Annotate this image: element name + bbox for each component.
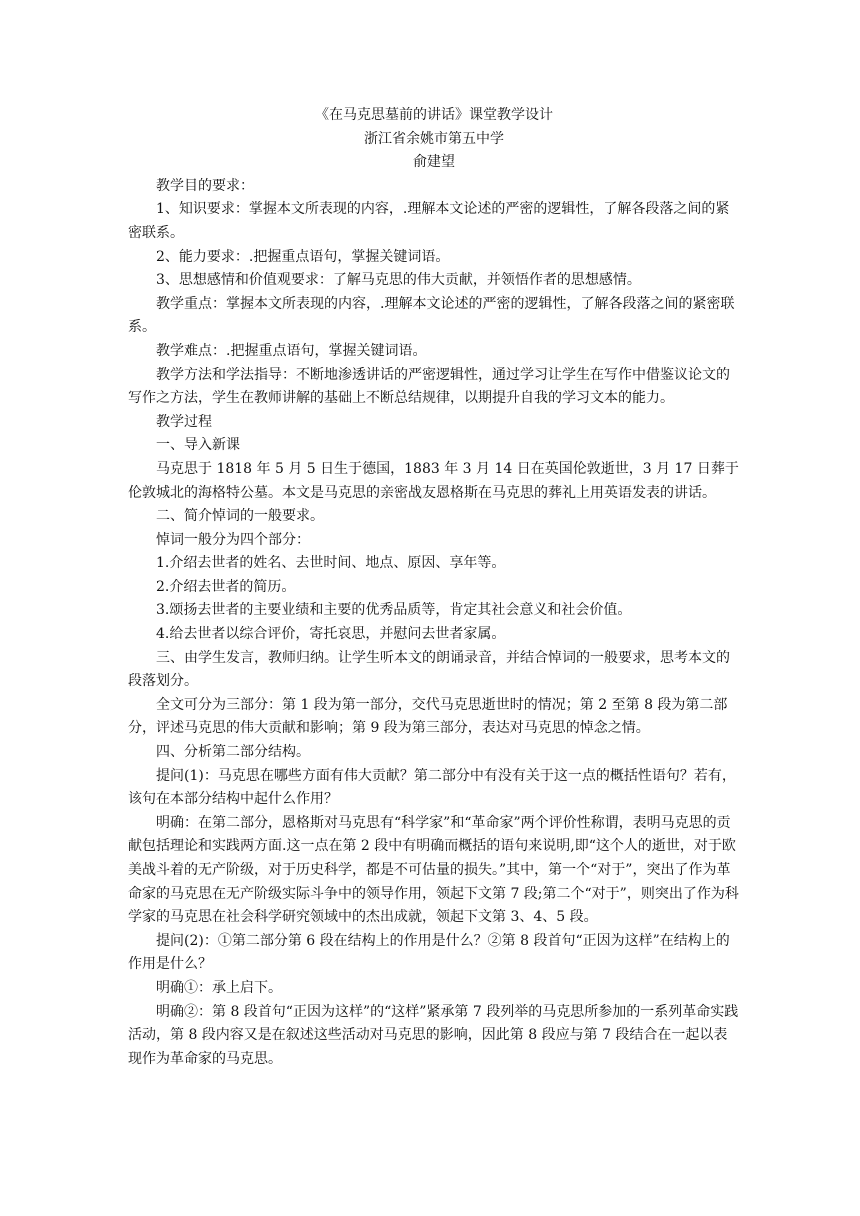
paragraph-key-points: 教学重点：掌握本文所表现的内容，.理解本文论述的严密的逻辑性，了解各段落之间的紧密联系。 xyxy=(128,295,735,336)
paragraph-answer-2b: 明确②：第 8 段首句“正因为这样”的“这样”紧承第 7 段列举的马克思所参加的一系列革命实践活动，第 8 段内容又是在叙述这些活动对马克思的影响，因此第 8 段应与第 7 段结合在一起以表现作为革命家的马克思。 xyxy=(128,1003,739,1067)
document-header xyxy=(128,104,740,175)
paragraph-section-2-heading: 二、简介悼词的一般要求。 xyxy=(156,508,324,525)
paragraph-process-heading: 教学过程 xyxy=(156,413,212,430)
paragraph-knowledge-requirement: 1、知识要求：掌握本文所表现的内容，.理解本文论述的严密的逻辑性，了解各段落之间的紧密联系。 xyxy=(128,201,730,241)
document-title: 《在马克思墓前的讲话》课堂教学设计 xyxy=(315,107,553,123)
paragraph-eulogy-parts: 悼词一般分为四个部分： xyxy=(156,531,310,548)
paragraph-ability-requirement: 2、能力要求：.把握重点语句，掌握关键词语。 xyxy=(156,248,450,265)
list-item: 2.介绍去世者的简历。 xyxy=(156,578,296,595)
paragraph-section-3-heading: 三、由学生发言，教师归纳。让学生听本文的朗诵录音，并结合悼词的一般要求，思考本文的段落划分。 xyxy=(128,649,730,690)
paragraph-objectives-heading: 教学目的要求： xyxy=(156,177,254,194)
paragraph-division: 全文可分为三部分：第 1 段为第一部分，交代马克思逝世时的情况；第 2 至第 8 段为第二部分，评述马克思的伟大贡献和影响；第 9 段为第三部分，表达对马克思的悼念之情。 xyxy=(128,696,728,737)
document-body xyxy=(128,175,740,1072)
paragraph-answer-1: 明确：在第二部分，恩格斯对马克思有“科学家”和“革命家”两个评价性称谓，表明马克思的贡献包括理论和实践两方面.这一点在第 2 段中有明确而概括的语句来说明,即“这个人的逝世，对于欧美战斗着的无产阶级，对于历史科学，都是不可估量的损失。”其中，第一个“对于”，突出了作为革命家的马克思在无产阶级实际斗争中的领导作用，领起下文第 7 段;第二个“对于”，则突出了作为科学家的马克思在社会科学研究领域中的杰出成就，领起下文第 3、4、5 段。 xyxy=(128,814,739,926)
paragraph-answer-2a: 明确①：承上启下。 xyxy=(156,979,282,996)
paragraph-section-4-heading: 四、分析第二部分结构。 xyxy=(156,744,310,761)
paragraph-question-2: 提问(2)：①第二部分第 6 段在结构上的作用是什么？②第 8 段首句“正因为这样”在结构上的作用是什么？ xyxy=(128,932,730,973)
list-item: 1.介绍去世者的姓名、去世时间、地点、原因、享年等。 xyxy=(156,555,506,572)
paragraph-values-requirement: 3、思想感情和价值观要求：了解马克思的伟大贡献，并领悟作者的思想感情。 xyxy=(156,272,641,289)
paragraph-section-1-heading: 一、导入新课 xyxy=(156,437,240,454)
paragraph-methods: 教学方法和学法指导：不断地渗透讲话的严密逻辑性，通过学习让学生在写作中借鉴议论文的写作之方法，学生在教师讲解的基础上不断总结规律，以期提升自我的学习文本的能力。 xyxy=(128,366,730,407)
list-item: 3.颂扬去世者的主要业绩和主要的优秀品质等，肯定其社会意义和社会价值。 xyxy=(156,602,632,619)
paragraph-difficulties: 教学难点：.把握重点语句，掌握关键词语。 xyxy=(156,342,427,359)
paragraph-marx-bio: 马克思于 1818 年 5 月 5 日生于德国，1883 年 3 月 14 日在英国伦敦逝世，3 月 17 日葬于伦敦城北的海格特公墓。本文是马克思的亲密战友恩格斯在马克思的葬礼上用英语发表的讲话。 xyxy=(128,460,739,501)
author-name: 俞建望 xyxy=(413,154,455,171)
school-name: 浙江省余姚市第五中学 xyxy=(364,130,504,147)
paragraph-question-1: 提问(1)：马克思在哪些方面有伟大贡献？第二部分中有没有关于这一点的概括性语句？若有，该句在本部分结构中起什么作用？ xyxy=(128,767,736,808)
list-item: 4.给去世者以综合评价，寄托哀思，并慰问去世者家属。 xyxy=(156,626,506,643)
